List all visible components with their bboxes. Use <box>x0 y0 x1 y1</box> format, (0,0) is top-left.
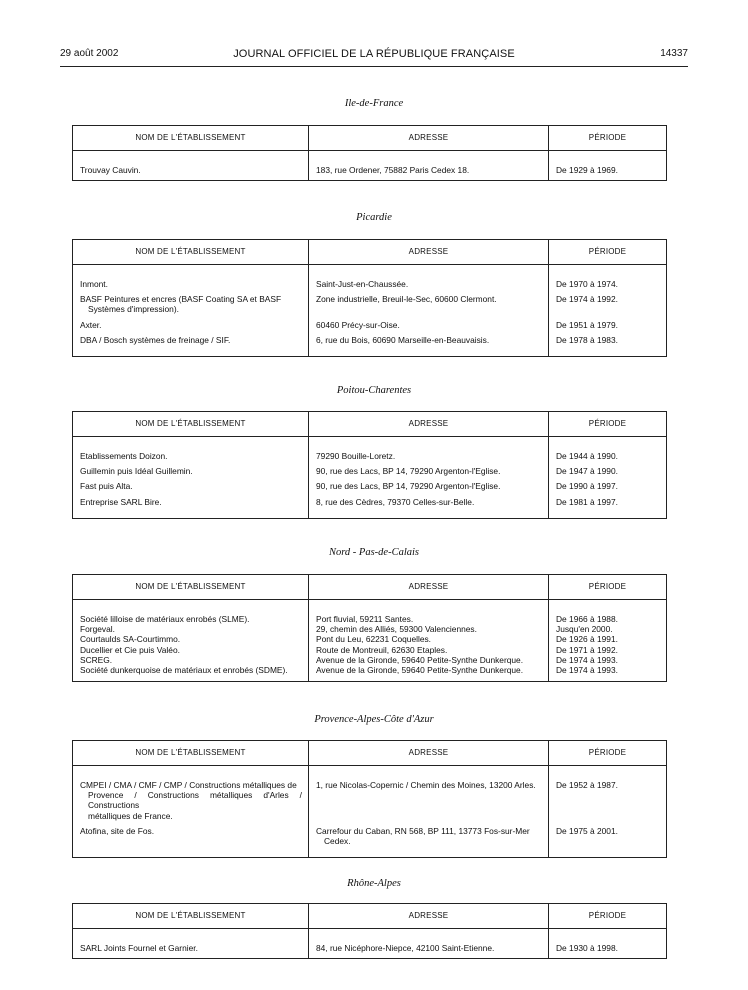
region-title: Nord - Pas-de-Calais <box>328 547 420 558</box>
establishment-period: De 1951 à 1979. <box>556 319 618 330</box>
establishment-name: Ducellier et Cie puis Valéo. <box>73 645 309 655</box>
establishment-address: 90, rue des Lacs, BP 14, 79290 Argenton-l'Eglise. <box>309 481 549 496</box>
establishment-period: De 1926 à 1991. <box>556 634 618 645</box>
establishment-address: 60460 Précy-sur-Oise. <box>309 320 549 335</box>
establishment-address: 1, rue Nicolas-Copernic / Chemin des Moines, 13200 Arles. <box>309 780 549 826</box>
establishment-address: Avenue de la Gironde, 59640 Petite-Synthe Dunkerque. <box>309 655 549 665</box>
establishment-period: De 1966 à 1988. <box>556 614 618 624</box>
establishment-period: De 1978 à 1983. <box>556 334 618 345</box>
establishment-name: Etablissements Doizon. <box>73 451 309 466</box>
column-header-address: ADRESSE <box>309 412 549 437</box>
establishment-name: DBA / Bosch systèmes de freinage / SIF. <box>73 335 309 350</box>
table-row <box>73 320 667 335</box>
table-row <box>73 335 667 350</box>
establishment-table <box>72 125 667 181</box>
region-title: Ile-de-France <box>344 98 404 109</box>
establishment-address: 84, rue Nicéphore-Niepce, 42100 Saint-Etienne. <box>309 943 549 959</box>
establishment-period: De 1970 à 1974. <box>556 279 618 289</box>
establishment-name: Entreprise SARL Bire. <box>73 497 309 512</box>
column-header-period: PÉRIODE <box>549 741 667 766</box>
establishment-table <box>72 239 667 357</box>
establishment-name: BASF Peintures et encres (BASF Coating SA et BASF Systèmes d'impression). <box>73 294 309 319</box>
journal-title: JOURNAL OFFICIEL DE LA RÉPUBLIQUE FRANÇAISE <box>233 48 515 60</box>
table-row <box>73 481 667 496</box>
establishment-name: Trouvay Cauvin. <box>73 165 309 181</box>
table-header-row <box>73 904 667 929</box>
establishment-period: De 1971 à 1992. <box>556 644 618 655</box>
column-header-name: NOM DE L'ÉTABLISSEMENT <box>73 126 309 151</box>
table-row <box>73 497 667 512</box>
table-row <box>73 943 667 959</box>
establishment-address: Saint-Just-en-Chaussée. <box>309 279 549 294</box>
table-header-row <box>73 240 667 265</box>
column-header-period: PÉRIODE <box>549 904 667 929</box>
column-header-period: PÉRIODE <box>549 240 667 265</box>
column-header-address: ADRESSE <box>309 126 549 151</box>
establishment-table <box>72 903 667 959</box>
column-header-name: NOM DE L'ÉTABLISSEMENT <box>73 412 309 437</box>
column-header-address: ADRESSE <box>309 904 549 929</box>
page-header <box>60 48 688 62</box>
establishment-address: 79290 Bouille-Loretz. <box>309 451 549 466</box>
region-title: Poitou-Charentes <box>336 385 412 396</box>
table-row <box>73 826 667 851</box>
establishment-address: Avenue de la Gironde, 59640 Petite-Synthe Dunkerque. <box>309 665 549 675</box>
establishment-address: Zone industrielle, Breuil-le-Sec, 60600 Clermont. <box>309 294 549 319</box>
column-header-address: ADRESSE <box>309 741 549 766</box>
establishment-address: Port fluvial, 59211 Santes. <box>309 614 549 624</box>
establishment-name: Atofina, site de Fos. <box>73 826 309 851</box>
establishment-name: Forgeval. <box>73 624 309 634</box>
establishment-name: Société dunkerquoise de matériaux et enrobés (SDME). <box>73 665 309 675</box>
issue-date: 29 août 2002 <box>60 48 119 59</box>
column-header-period: PÉRIODE <box>549 126 667 151</box>
table-row <box>73 655 667 665</box>
establishment-period: De 1990 à 1997. <box>556 481 618 492</box>
column-header-period: PÉRIODE <box>549 575 667 600</box>
table-row <box>73 665 667 675</box>
establishment-name: SARL Joints Fournel et Garnier. <box>73 943 309 959</box>
establishment-period: De 1975 à 2001. <box>556 825 618 836</box>
table-row <box>73 294 667 319</box>
establishment-period: De 1929 à 1969. <box>556 165 618 175</box>
establishment-period: Jusqu'en 2000. <box>556 624 613 635</box>
establishment-name: CMPEI / CMA / CMF / CMP / Constructions métalliques de Provence / Constructions métalliques d'Arles / Constructions métalliques de France. <box>73 780 309 826</box>
column-header-name: NOM DE L'ÉTABLISSEMENT <box>73 904 309 929</box>
region-title: Rhône-Alpes <box>347 878 401 889</box>
establishment-period: De 1974 à 1993. <box>556 654 618 665</box>
table-header-row <box>73 741 667 766</box>
page-number: 14337 <box>660 48 688 59</box>
table-header-row <box>73 412 667 437</box>
region-title: Provence-Alpes-Côte d'Azur <box>314 714 434 725</box>
table-row <box>73 624 667 634</box>
table-header-row <box>73 575 667 600</box>
establishment-address: 8, rue des Cèdres, 79370 Celles-sur-Belle. <box>309 497 549 512</box>
establishment-period: De 1947 à 1990. <box>556 466 618 477</box>
header-rule <box>60 66 688 67</box>
establishment-period: De 1974 à 1992. <box>556 294 618 305</box>
establishment-period: De 1974 à 1993. <box>556 665 618 676</box>
establishment-period: De 1981 à 1997. <box>556 496 618 507</box>
table-row <box>73 614 667 624</box>
establishment-address: 90, rue des Lacs, BP 14, 79290 Argenton-l'Eglise. <box>309 466 549 481</box>
table-row <box>73 279 667 294</box>
column-header-period: PÉRIODE <box>549 412 667 437</box>
establishment-address: Carrefour du Caban, RN 568, BP 111, 13773 Fos-sur-Mer Cedex. <box>309 826 549 851</box>
column-header-address: ADRESSE <box>309 575 549 600</box>
table-row <box>73 466 667 481</box>
table-row <box>73 780 667 826</box>
column-header-name: NOM DE L'ÉTABLISSEMENT <box>73 575 309 600</box>
establishment-period: De 1930 à 1998. <box>556 943 618 953</box>
establishment-name: Société lilloise de matériaux enrobés (SLME). <box>73 614 309 624</box>
establishment-name: Axter. <box>73 320 309 335</box>
column-header-name: NOM DE L'ÉTABLISSEMENT <box>73 741 309 766</box>
column-header-name: NOM DE L'ÉTABLISSEMENT <box>73 240 309 265</box>
establishment-name: Guillemin puis Idéal Guillemin. <box>73 466 309 481</box>
table-row <box>73 634 667 644</box>
column-header-address: ADRESSE <box>309 240 549 265</box>
establishment-table <box>72 574 667 682</box>
establishment-address: 6, rue du Bois, 60690 Marseille-en-Beauvaisis. <box>309 335 549 350</box>
establishment-address: Route de Montreuil, 62630 Etaples. <box>309 645 549 655</box>
establishment-period: De 1944 à 1990. <box>556 451 618 461</box>
establishment-period: De 1952 à 1987. <box>556 780 618 790</box>
table-row <box>73 645 667 655</box>
establishment-name: Fast puis Alta. <box>73 481 309 496</box>
establishment-name: Inmont. <box>73 279 309 294</box>
table-row <box>73 165 667 181</box>
establishment-address: 29, chemin des Alliés, 59300 Valenciennes. <box>309 624 549 634</box>
table-row <box>73 451 667 466</box>
establishment-table <box>72 740 667 858</box>
establishment-name: Courtaulds SA-Courtimmo. <box>73 634 309 644</box>
establishment-address: 183, rue Ordener, 75882 Paris Cedex 18. <box>309 165 549 181</box>
table-header-row <box>73 126 667 151</box>
establishment-address: Pont du Leu, 62231 Coquelles. <box>309 634 549 644</box>
region-title: Picardie <box>356 212 392 223</box>
establishment-name: SCREG. <box>73 655 309 665</box>
establishment-table <box>72 411 667 519</box>
